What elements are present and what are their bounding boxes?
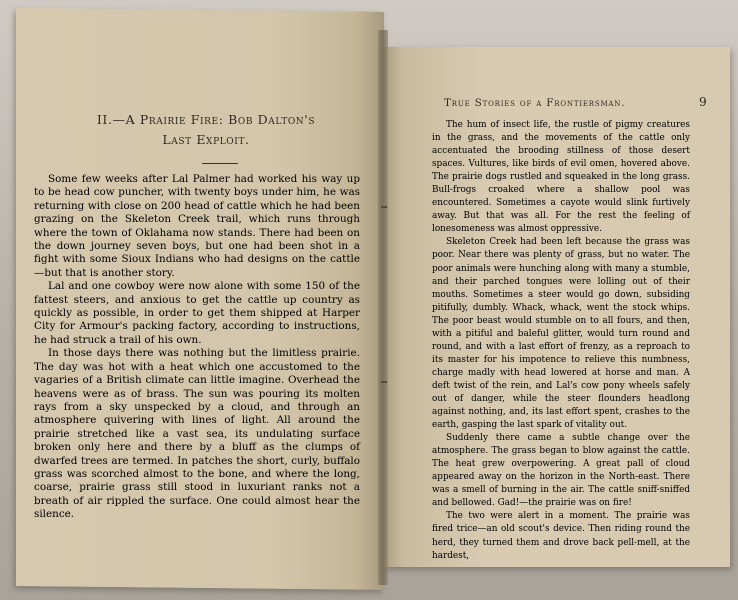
chapter-title-line: Last Exploit. xyxy=(162,132,250,147)
paragraph: Skeleton Creek had been left because the grass was poor. Near there was plenty of grass, but no water. The poor animals were hunching along with many a stumble, and their parched tongues were lolling out of their mouths. Sometimes a steer would go down, subsiding pitifully, dumbly. Whack, whack, went the stock whips. The poor beast would stumble on to all fours, and then, with a pitiful and baleful glitter, would turn round and round, and with a last effort of frenzy, as a reproach to its master for his impotence to relieve this numbness, charge madly with head lowered at horse and man. A deft twist of the rein, and Lal's cow pony wheels safely out of danger, while the steer flounders headlong against nothing, and, its last effort spent, crashes to the earth, gasping the last spark of vitality out. xyxy=(432,237,690,431)
page-number: 9 xyxy=(699,95,707,109)
binding-stitch xyxy=(381,206,387,208)
left-page-text xyxy=(34,173,360,522)
paragraph: Some few weeks after Lal Palmer had worked his way up to be head cow puncher, with twenty boys under him, he was returning with close on 200 head of cattle which he had been grazing on the Skeleton Creek trail, which runs through where the town of Oklahama now stands. There had been on the down journey seven boys, but one had been shot in a fight with some Sioux Indians who had designs on the cattle—but that is another story. xyxy=(34,173,360,279)
chapter-title xyxy=(86,110,326,150)
right-page-text xyxy=(432,119,690,563)
chapter-divider xyxy=(202,163,238,164)
running-head: True Stories of a Frontiersman. xyxy=(444,97,626,109)
binding-stitch xyxy=(381,381,387,383)
paragraph: Suddenly there came a subtle change over the atmosphere. The grass began to blow against the cattle. The heat grew overpowering. A great pall of cloud appeared away on the horizon in the North-east. There was a smell of burning in the air. The cattle sniff-sniffed and bellowed. Gad!—the prairie was on fire! xyxy=(432,433,690,509)
chapter-title-line: II.—A Prairie Fire: Bob Dalton's xyxy=(96,112,316,127)
paragraph: The hum of insect life, the rustle of pigmy creatures in the grass, and the movements of the cattle only accentuated the brooding stillness of those desert spaces. Vultures, like birds of evil omen, hovered above. The prairie dogs rustled and squeaked in the long grass. Bull-frogs croaked where a shallow pool was encountered. Sometimes a cayote would slink furtively away. But that was all. For the rest the feeling of lonesomeness was almost oppressive. xyxy=(432,120,690,235)
paragraph: The two were alert in a moment. The prairie was fired trice—an old scout's device. Then riding round the herd, they turned them and drove back pell-mell, at the hardest, xyxy=(432,511,690,561)
paragraph: Lal and one cowboy were now alone with some 150 of the fattest steers, and anxious to get the cattle up country as quickly as possible, in order to get them shipped at Harper City for Armour's packing factory, according to instructions, he had struck a trail of his own. xyxy=(34,280,360,346)
paragraph: In those days there was nothing but the limitless prairie. The day was hot with a heat which one accustomed to the vagaries of a British climate can little imagine. Overhead the heavens were as of brass. The sun was pouring its molten rays from a sky unspecked by a cloud, and through an atmosphere quivering with lines of light. All around the prairie stretched like a vast sea, its undulating surface broken only here and there by a bluff as the clumps of dwarfed trees are termed. In patches the short, curly, buffalo grass was scorched almost to the bone, and where the long, coarse, prairie grass still stood in luxuriant ranks not a breath of air rippled the surface. One could almost hear the silence. xyxy=(34,347,360,521)
book-gutter xyxy=(378,30,388,585)
